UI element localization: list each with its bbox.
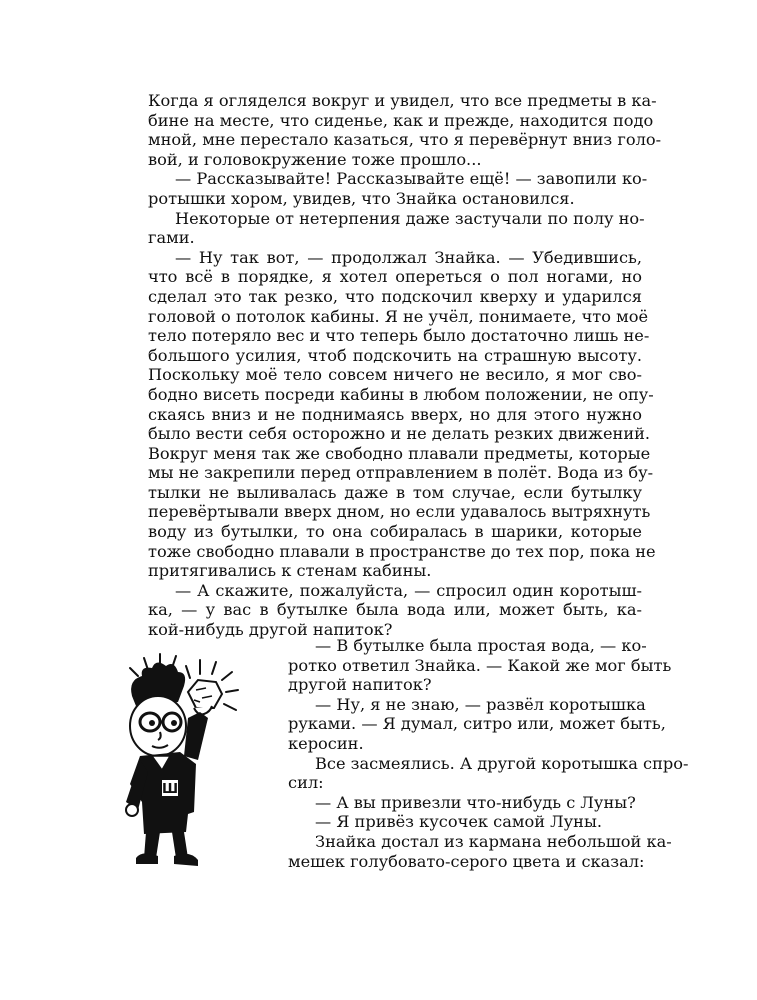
side-text-line: сил: (288, 773, 324, 793)
side-text-line: — Я привёз кусочек самой Луны. (315, 812, 602, 832)
main-text-line: кой-нибудь другой напиток? (148, 620, 393, 640)
main-text-line: мы не закрепили перед отправлением в полёт. Вода из бу- (148, 463, 654, 483)
znaika-illustration (118, 652, 260, 872)
main-text-line: Поскольку моё тело совсем ничего не весило, я мог сво- (148, 365, 642, 385)
main-text-line: воду из бутылки, то она собиралась в шарики, которые (148, 522, 642, 542)
side-text-line: другой напиток? (288, 675, 432, 695)
main-text-line: скаясь вниз и не поднимаясь вверх, но для этого нужно (148, 404, 642, 424)
main-text-line: вой, и головокружение тоже прошло... (148, 149, 482, 169)
main-text-line: тылки не выливалась даже в том случае, если бутылку (148, 482, 642, 502)
svg-text:Ш: Ш (161, 782, 179, 797)
side-text-line: — А вы привезли что-нибудь с Луны? (315, 792, 636, 812)
main-text-line: сделал это так резко, что подскочил кверху и ударился (148, 286, 642, 306)
side-text-line: — Ну, я не знаю, — развёл коротышка (315, 694, 646, 714)
main-text-line: ротышки хором, увидев, что Знайка остановился. (148, 188, 575, 208)
main-text-line: — А скажите, пожалуйста, — спросил один коротыш- (175, 580, 642, 600)
side-text-line: керосин. (288, 733, 364, 753)
main-text-line: бине на месте, что сиденье, как и прежде, находится подо (148, 110, 654, 130)
side-text-line: ротко ответил Знайка. — Какой же мог быть (288, 655, 672, 675)
main-text-block (148, 91, 662, 640)
main-text-line: было вести себя осторожно и не делать резких движений. (148, 424, 651, 444)
main-text-line: — Рассказывайте! Рассказывайте ещё! — завопили ко- (175, 169, 648, 189)
main-text-line: мной, мне перестало казаться, что я перевёрнут вниз голо- (148, 130, 662, 150)
main-text-line: — Ну так вот, — продолжал Знайка. — Убедившись, (175, 247, 642, 267)
main-text-line: Когда я огляделся вокруг и увидел, что все предметы в ка- (148, 91, 657, 110)
main-text-line: гами. (148, 228, 195, 248)
side-text-line: мешек голубовато-серого цвета и сказал: (288, 851, 645, 871)
main-text-line: Некоторые от нетерпения даже застучали по полу но- (175, 208, 645, 228)
main-text-line: тело потеряло вес и что теперь было достаточно лишь не- (148, 326, 650, 346)
side-text-block (288, 636, 689, 871)
main-text-line: притягивались к стенам кабины. (148, 561, 432, 581)
side-text-line: руками. — Я думал, ситро или, может быть, (288, 714, 666, 734)
znaika-holding-moon-rock-icon (118, 652, 260, 872)
side-text-line: — В бутылке была простая вода, — ко- (315, 636, 647, 655)
main-text-line: Вокруг меня так же свободно плавали предметы, которые (148, 443, 651, 463)
main-text-line: большого усилия, чтоб подскочить на страшную высоту. (148, 345, 642, 365)
main-text-line: тоже свободно плавали в пространстве до тех пор, пока не (148, 541, 656, 561)
main-text-line: ка, — у вас в бутылке была вода или, может быть, ка- (148, 600, 642, 620)
side-text-line: Знайка достал из кармана небольшой ка- (315, 831, 672, 851)
main-text-line: бодно висеть посреди кабины в любом положении, не опу- (148, 384, 654, 404)
main-text-line: перевёртывали вверх дном, но если удавалось вытряхнуть (148, 502, 651, 522)
main-text-line: головой о потолок кабины. Я не учёл, понимаете, что моё (148, 306, 649, 326)
side-text-line: Все засмеялись. А другой коротышка спро- (315, 753, 689, 773)
main-text-line: что всё в порядке, я хотел опереться о пол ногами, но (148, 267, 642, 287)
